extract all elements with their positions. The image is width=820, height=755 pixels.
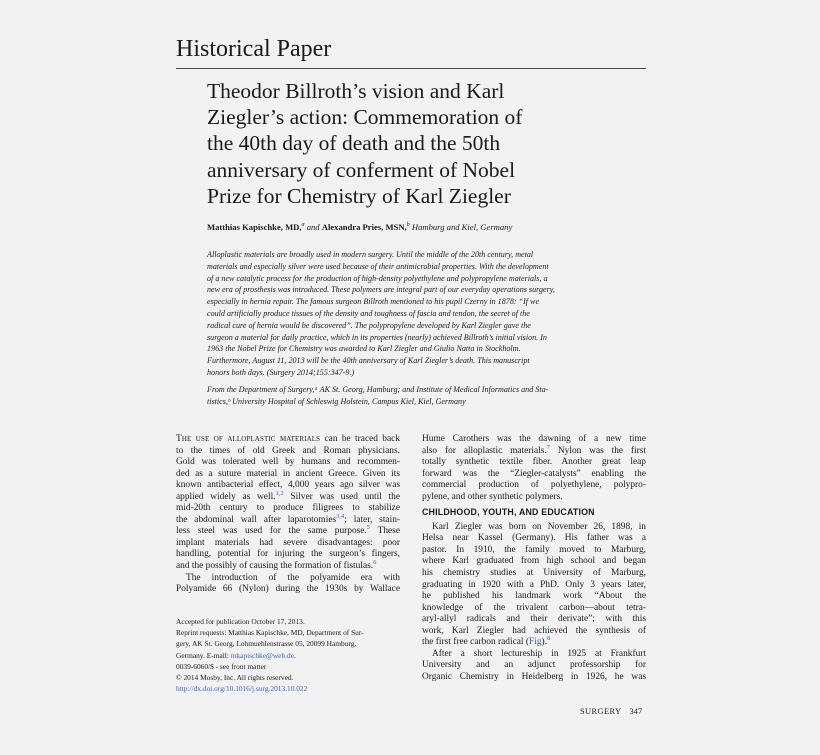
page-footer — [580, 707, 642, 716]
body-line: and the possibly of causing the formation of fistulas.$^6$ — [176, 558, 377, 572]
body-line: Gold was tolerated well by humans and recommen- — [176, 457, 400, 468]
body-line: less steel was used for the same purpose.$^5$ These — [176, 524, 400, 537]
reference-link[interactable]: 1,2 — [275, 489, 284, 497]
body-line: totally synthetic textile fiber. Another great leap — [422, 457, 646, 468]
abstract-line: surgeon a material for daily practice, which in its properties (nearly) achieved Billroth’s initial vision. In — [207, 332, 547, 342]
page-number: 347 — [629, 707, 642, 716]
affiliation-line: tistics,ᵇ University Hospital of Schleswig Holstein, Campus Kiel, Kiel, Germany — [207, 396, 466, 406]
reprint-line: Germany. E-mail: mkapischke@web.de. — [176, 650, 296, 660]
abstract — [207, 249, 647, 379]
body-line: known antibacterial effect, 4,000 years ago silver was — [176, 480, 400, 491]
reference-link[interactable]: 5 — [366, 524, 371, 532]
body-line: graduating in 1920 with a PhD. Only 3 years later, — [422, 579, 646, 590]
abstract-line: materials and especially silver were used because of their antimicrobial properties. With the development — [207, 261, 549, 271]
lead-in-smallcaps: The use of alloplastic materials — [176, 434, 321, 444]
body-line: applied widely as well.$^{1,2}$ Silver was used until the — [176, 489, 400, 502]
title-line: the 40th day of death and the 50th — [207, 131, 501, 156]
abstract-line: Furthermore, August 11, 2013 will be the 40th anniversary of Karl Ziegler’s death. This manuscript — [207, 356, 530, 366]
body-column-left — [176, 434, 400, 596]
body-line: Polyamide 66 (Nylon) during the 1930s by Wallace — [176, 584, 400, 595]
reference-link[interactable]: 7 — [546, 443, 551, 451]
reference-link[interactable]: 3,4 — [336, 512, 345, 520]
body-line: forward was the “Ziegler-catalysts” enabling the — [422, 468, 646, 479]
section-label: Historical Paper — [176, 36, 332, 62]
email-link[interactable]: mkapischke@web.de — [230, 650, 294, 660]
body-line: University and an adjunct professorship for — [422, 660, 646, 671]
reprint-line: gery, AK St. Georg, Lohmuehlenstrasse 05, 20099 Hamburg, — [176, 639, 357, 649]
accepted-date: Accepted for publication October 17, 2013. — [176, 617, 305, 626]
body-line: work, Karl Ziegler had achieved the synthesis of — [422, 625, 646, 636]
author-affil-mark: b — [406, 222, 410, 229]
body-line: pylene, and other synthetic polymers. — [422, 491, 563, 502]
body-line: The use of alloplastic materials can be traced back — [176, 434, 400, 444]
body-line: Hume Carothers was the dawning of a new time — [422, 434, 646, 444]
abstract-line: new era of prosthesis was introduced. These polymers are integral part of our everyday operations surgery, — [207, 285, 555, 295]
abstract-line: of a new catalytic process for the production of high-density polyethylene and polypropylene materials, a — [207, 273, 548, 283]
author-name: Matthias Kapischke, MD, — [207, 222, 302, 232]
copyright-line: © 2014 Mosby, Inc. All rights reserved. — [176, 673, 294, 683]
affiliations — [207, 384, 647, 407]
article-title — [207, 78, 607, 209]
body-line: the abdominal wall after laparotomies$^{3,4}$; later, stain- — [176, 512, 401, 525]
title-line: Theodor Billroth’s vision and Karl — [207, 79, 505, 103]
body-line: implant materials had severe disadvantages: poor — [176, 537, 400, 548]
body-line: he published his landmark work “About the — [422, 591, 646, 602]
affiliation-line: From the Department of Surgery,ᵃ AK St. Georg, Hamburg; and Institute of Medical Informatics and Sta- — [207, 385, 549, 394]
reference-link[interactable]: 6 — [373, 558, 377, 566]
body-line: his chemistry studies at University of Marburg, — [422, 568, 646, 579]
section-heading: CHILDHOOD, YOUTH, AND EDUCATION — [422, 507, 595, 518]
body-line: where Karl graduated from high school and began — [422, 556, 646, 567]
abstract-line: radical cure of hernia would be discovered”. The polypropylene developed by Karl Ziegler gave the — [207, 320, 531, 330]
author-affil-mark: a — [301, 222, 305, 229]
body-line: Karl Ziegler was born on November 26, 1898, in — [432, 521, 646, 532]
body-line: The introduction of the polyamide era with — [186, 572, 400, 583]
body-line: After a short lectureship in 1925 at Frankfurt — [432, 648, 646, 659]
figure-link[interactable]: Fig — [528, 637, 542, 648]
reprint-line: Reprint requests: Matthias Kapischke, MD, Department of Sur- — [176, 628, 364, 638]
title-line: Ziegler’s action: Commemoration of — [207, 105, 523, 130]
body-line: pastor. In 1910, the family moved to Marburg, — [422, 544, 646, 555]
body-line: Organic Chemistry in Heidelberg in 1926, he was — [422, 671, 646, 682]
body-line: also for alloplastic materials.$^7$ Nylon was the first — [422, 443, 646, 456]
doi-link[interactable]: http://dx.doi.org/10.1016/j.surg.2013.10.022 — [176, 684, 308, 694]
abstract-line: could artificially produce tissues of the density and toughness of fascia and tendon, the secret of the — [207, 308, 530, 318]
body-line: commercial production of polyethylene, polypro- — [422, 480, 646, 491]
body-line: knowledge of the trivalent carbon—about tetra- — [422, 602, 646, 613]
abstract-line: 1963 the Nobel Prize for Chemistry was awarded to Karl Ziegler and Giulio Natta in Stockholm. — [207, 344, 521, 354]
body-line: mid-20th century to produce filigrees to stabilize — [176, 503, 400, 514]
title-line: Prize for Chemistry of Karl Ziegler — [207, 183, 511, 208]
body-line: the first free carbon radical (Fig).$^8$ — [422, 635, 551, 648]
reference-link[interactable]: 8 — [546, 635, 551, 643]
article-footnote — [176, 616, 400, 694]
abstract-line: honors both days. (Surgery 2014;155:347-9.) — [207, 367, 355, 377]
abstract-line: Alloplastic materials are broadly used in modern surgery. Until the middle of the 20th century, metal — [207, 250, 534, 259]
body-line: aryl-allyl radicals and their derivate”; with this — [422, 614, 646, 625]
author-location: Hamburg and Kiel, Germany — [411, 222, 513, 232]
body-line: handling, potential for injuring the surgeon’s fingers, — [176, 549, 400, 560]
body-line: Helsa near Kassel (Germany). His father was a — [422, 533, 646, 544]
issn-line: 0039-6060/$ - see front matter — [176, 661, 267, 671]
section-divider — [176, 68, 646, 69]
author-name: Alexandra Pries, MSN, — [321, 222, 407, 232]
body-line: to the times of old Greek and Roman physicians. — [176, 445, 400, 456]
abstract-line: especially in hernia repair. The famous surgeon Billroth mentioned to his pupil Czerny in 1878: “If we — [207, 297, 540, 307]
title-line: anniversary of conferment of Nobel — [207, 157, 516, 182]
journal-name: SURGERY — [580, 707, 622, 716]
body-line: ded as a suture material in ancient Greece. Given its — [176, 468, 400, 479]
author-line — [207, 222, 647, 232]
body-column-right — [422, 434, 646, 683]
author-conjunction: and — [306, 222, 320, 232]
